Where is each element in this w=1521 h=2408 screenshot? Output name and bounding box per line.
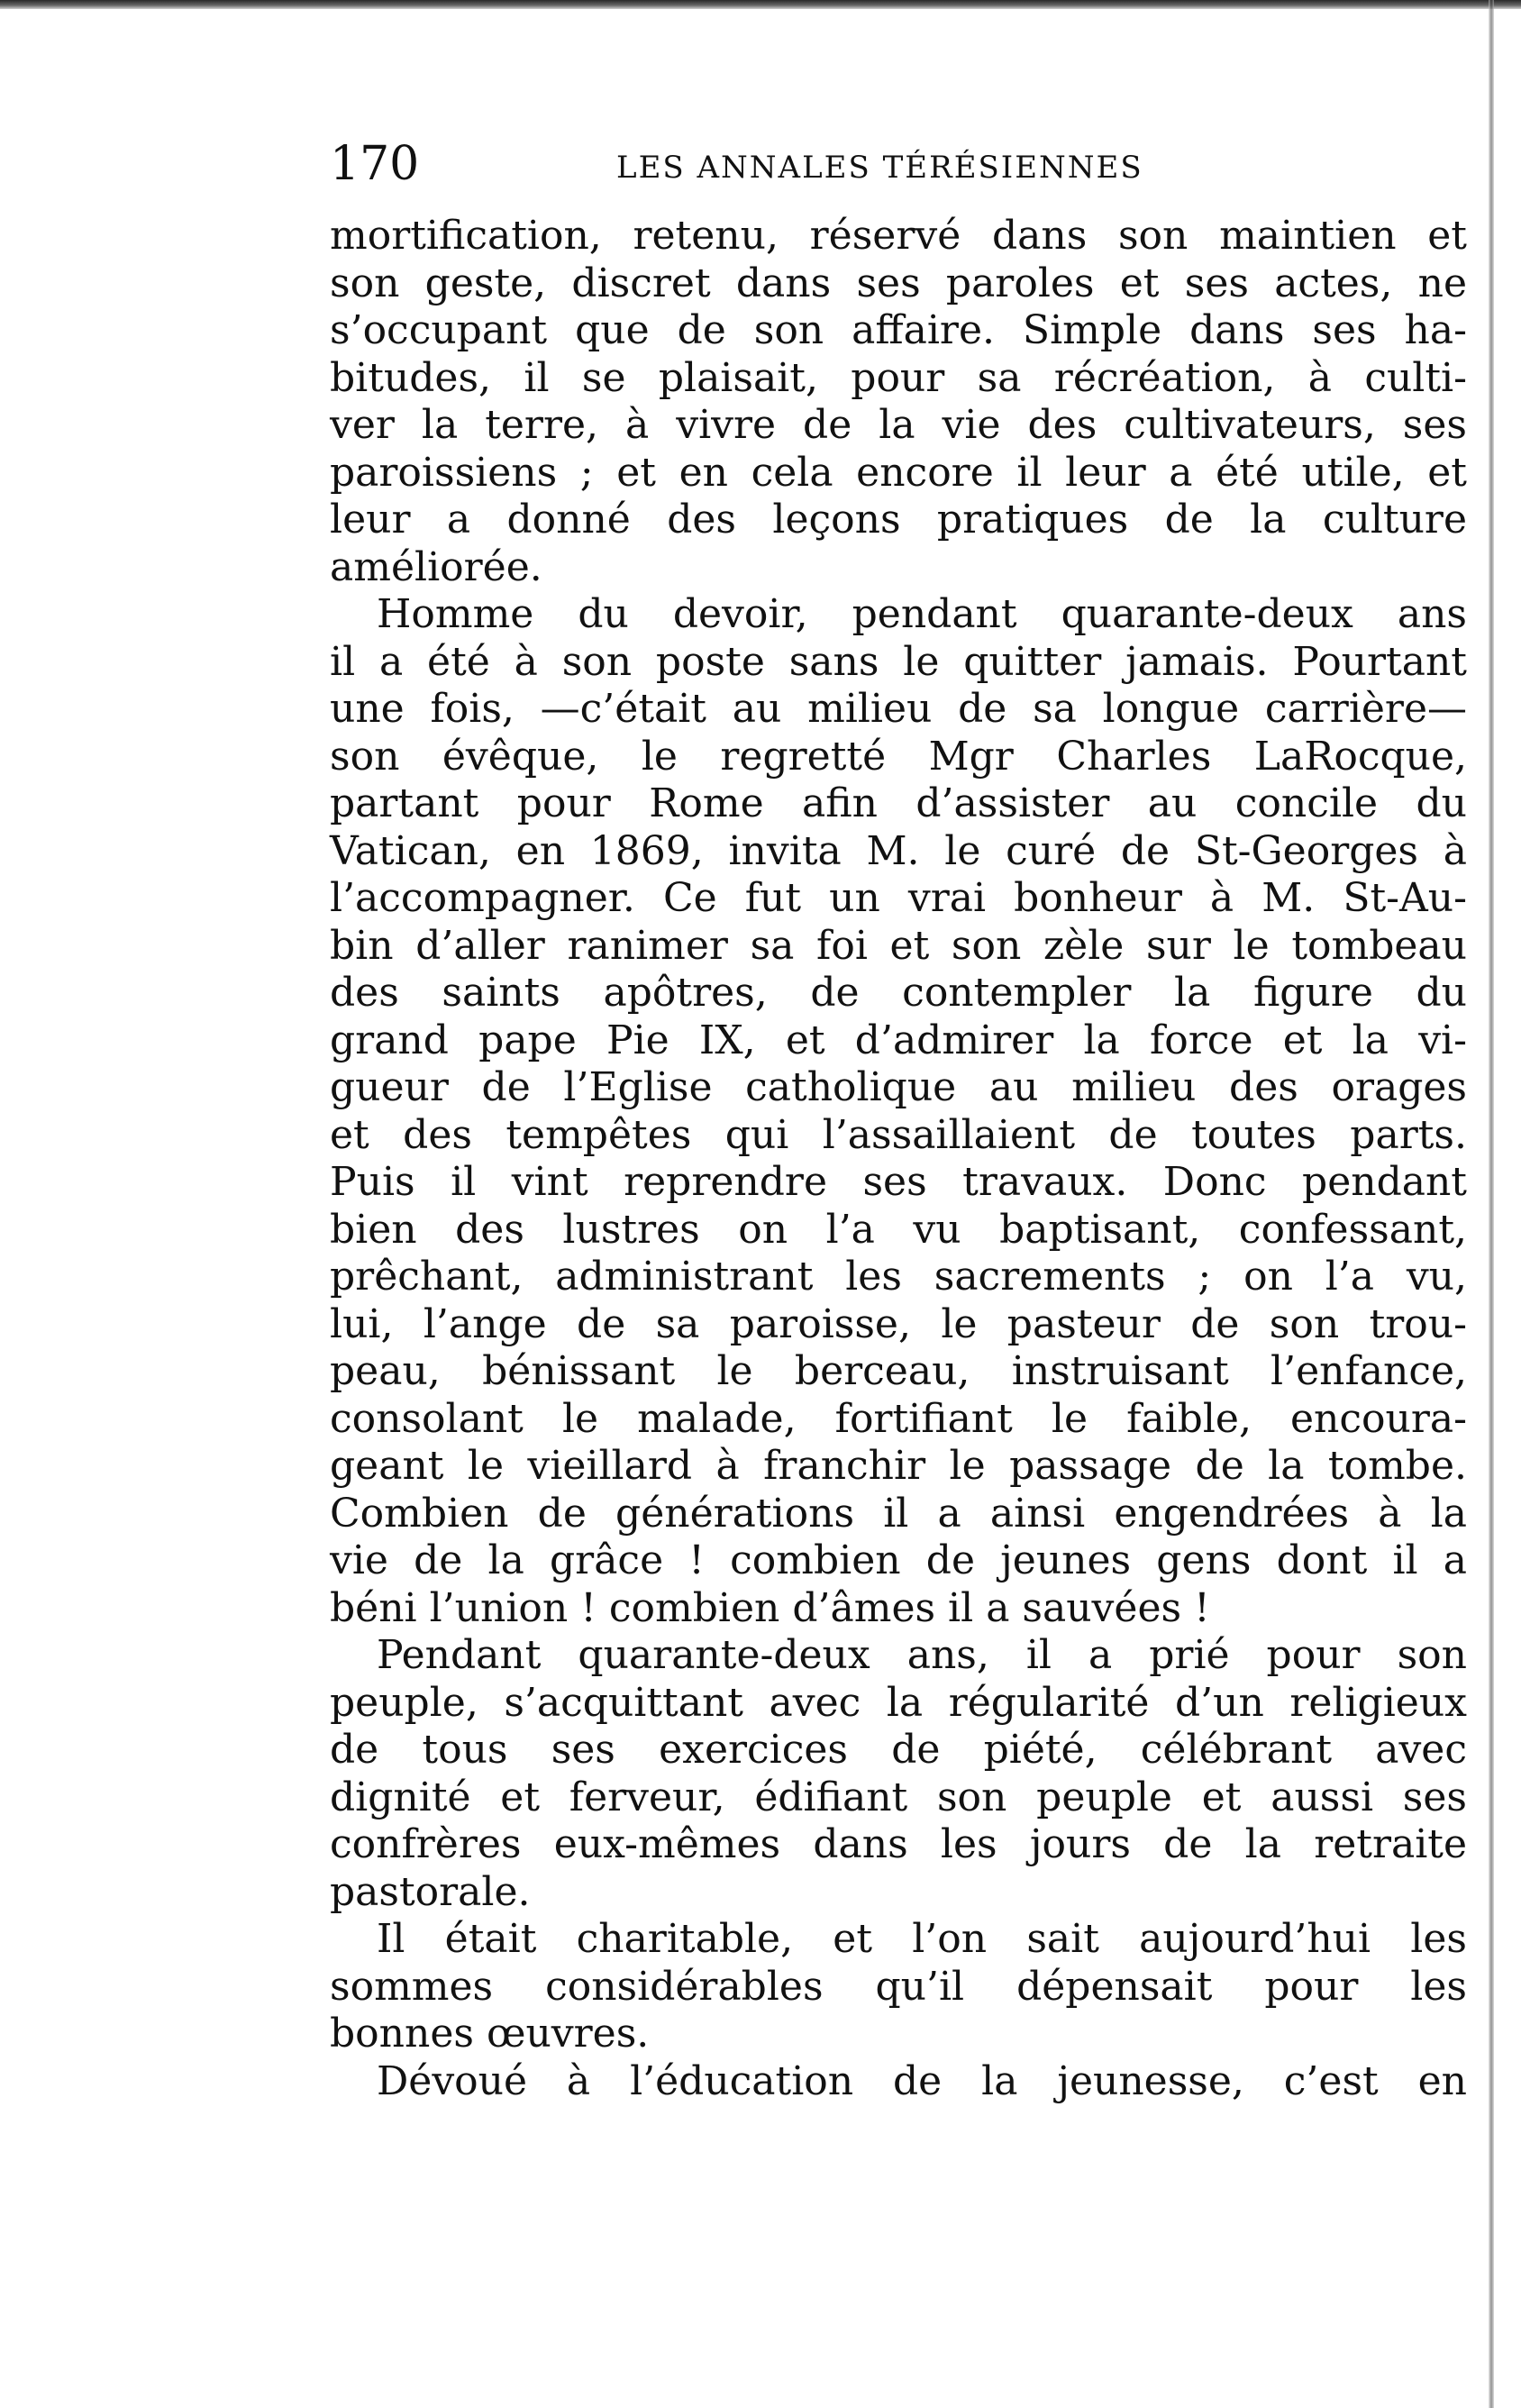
text-line: ver la terre, à vivre de la vie des cultivateurs, ses <box>330 402 1467 448</box>
text-line: lui, l’ange de sa paroisse, le pasteur de son trou- <box>330 1300 1467 1347</box>
text-line: Combien de générations il a ainsi engendrées à la <box>330 1490 1467 1537</box>
top-edge-rule <box>0 0 1521 9</box>
paragraph <box>330 2058 1467 2106</box>
text-line: Vatican, en 1869, invita M. le curé de St-Georges à <box>330 827 1467 874</box>
text-line: partant pour Rome afin d’assister au concile du <box>330 780 1467 826</box>
text-line: geant le vieillard à franchir le passage de la tombe. <box>330 1443 1467 1489</box>
text-line: améliorée. <box>330 543 542 590</box>
paragraph <box>330 1632 1467 1916</box>
paragraph <box>330 591 1467 1632</box>
text-line: il a été à son poste sans le quitter jamais. Pourtant <box>330 638 1467 685</box>
text-line: peau, bénissant le berceau, instruisant l’enfance, <box>330 1348 1467 1394</box>
text-line: prêchant, administrant les sacrements ; on l’a vu, <box>330 1254 1467 1300</box>
text-line: et des tempêtes qui l’assaillaient de toutes parts. <box>330 1111 1467 1158</box>
text-line: bonnes œuvres. <box>330 2011 650 2057</box>
text-line: de tous ses exercices de piété, célébrant avec <box>330 1727 1467 1773</box>
text-line: dignité et ferveur, édifiant son peuple et aussi ses <box>330 1774 1467 1820</box>
text-line: sommes considérables qu’il dépensait pour les <box>330 1963 1467 2010</box>
text-line: l’accompagner. Ce fut un vrai bonheur à M. St-Au- <box>330 875 1467 921</box>
paragraph <box>330 1916 1467 2058</box>
text-line: bitudes, il se plaisait, pour sa récréation, à culti- <box>330 354 1467 401</box>
running-title: LES ANNALES TÉRÉSIENNES <box>616 150 1143 186</box>
page-binding-edge <box>1489 0 1494 2408</box>
book-page <box>330 126 1467 2105</box>
text-line: vie de la grâce ! combien de jeunes gens dont il a <box>330 1537 1467 1583</box>
page-number: 170 <box>330 137 420 191</box>
text-line: béni l’union ! combien d’âmes il a sauvées ! <box>330 1584 1210 1631</box>
text-line: confrères eux-mêmes dans les jours de la retraite <box>330 1821 1467 1867</box>
text-line: bin d’aller ranimer sa foi et son zèle sur le tombeau <box>330 922 1467 969</box>
text-line: paroissiens ; et en cela encore il leur a été utile, et <box>330 449 1467 496</box>
text-line: s’occupant que de son affaire. Simple dans ses ha- <box>330 307 1467 353</box>
text-line: Puis il vint reprendre ses travaux. Donc pendant <box>330 1159 1467 1205</box>
text-line: gueur de l’Eglise catholique au milieu des orages <box>330 1064 1467 1110</box>
running-head <box>330 126 1467 207</box>
text-line: bien des lustres on l’a vu baptisant, confessant, <box>330 1206 1467 1253</box>
body-text <box>330 213 1467 2105</box>
text-line: mortification, retenu, réservé dans son maintien et <box>330 213 1467 259</box>
text-line: Homme du devoir, pendant quarante-deux ans <box>377 591 1467 637</box>
paragraph <box>330 213 1467 591</box>
text-line: son évêque, le regretté Mgr Charles LaRocque, <box>330 733 1467 780</box>
text-line: son geste, discret dans ses paroles et ses actes, ne <box>330 260 1467 306</box>
text-line: Dévoué à l’éducation de la jeunesse, c’est en <box>377 2057 1467 2104</box>
text-line: peuple, s’acquittant avec la régularité d’un religieux <box>330 1679 1467 1726</box>
text-line: une fois, —c’était au milieu de sa longue carrière— <box>330 686 1467 732</box>
text-line: des saints apôtres, de contempler la figure du <box>330 970 1467 1016</box>
text-line: Pendant quarante-deux ans, il a prié pour son <box>377 1632 1467 1678</box>
text-line: leur a donné des leçons pratiques de la culture <box>330 497 1467 543</box>
text-line: Il était charitable, et l’on sait aujourd’hui les <box>377 1916 1467 1962</box>
text-line: consolant le malade, fortifiant le faible, encoura- <box>330 1395 1467 1442</box>
text-line: pastorale. <box>330 1868 531 1915</box>
text-line: grand pape Pie IX, et d’admirer la force et la vi- <box>330 1017 1467 1063</box>
